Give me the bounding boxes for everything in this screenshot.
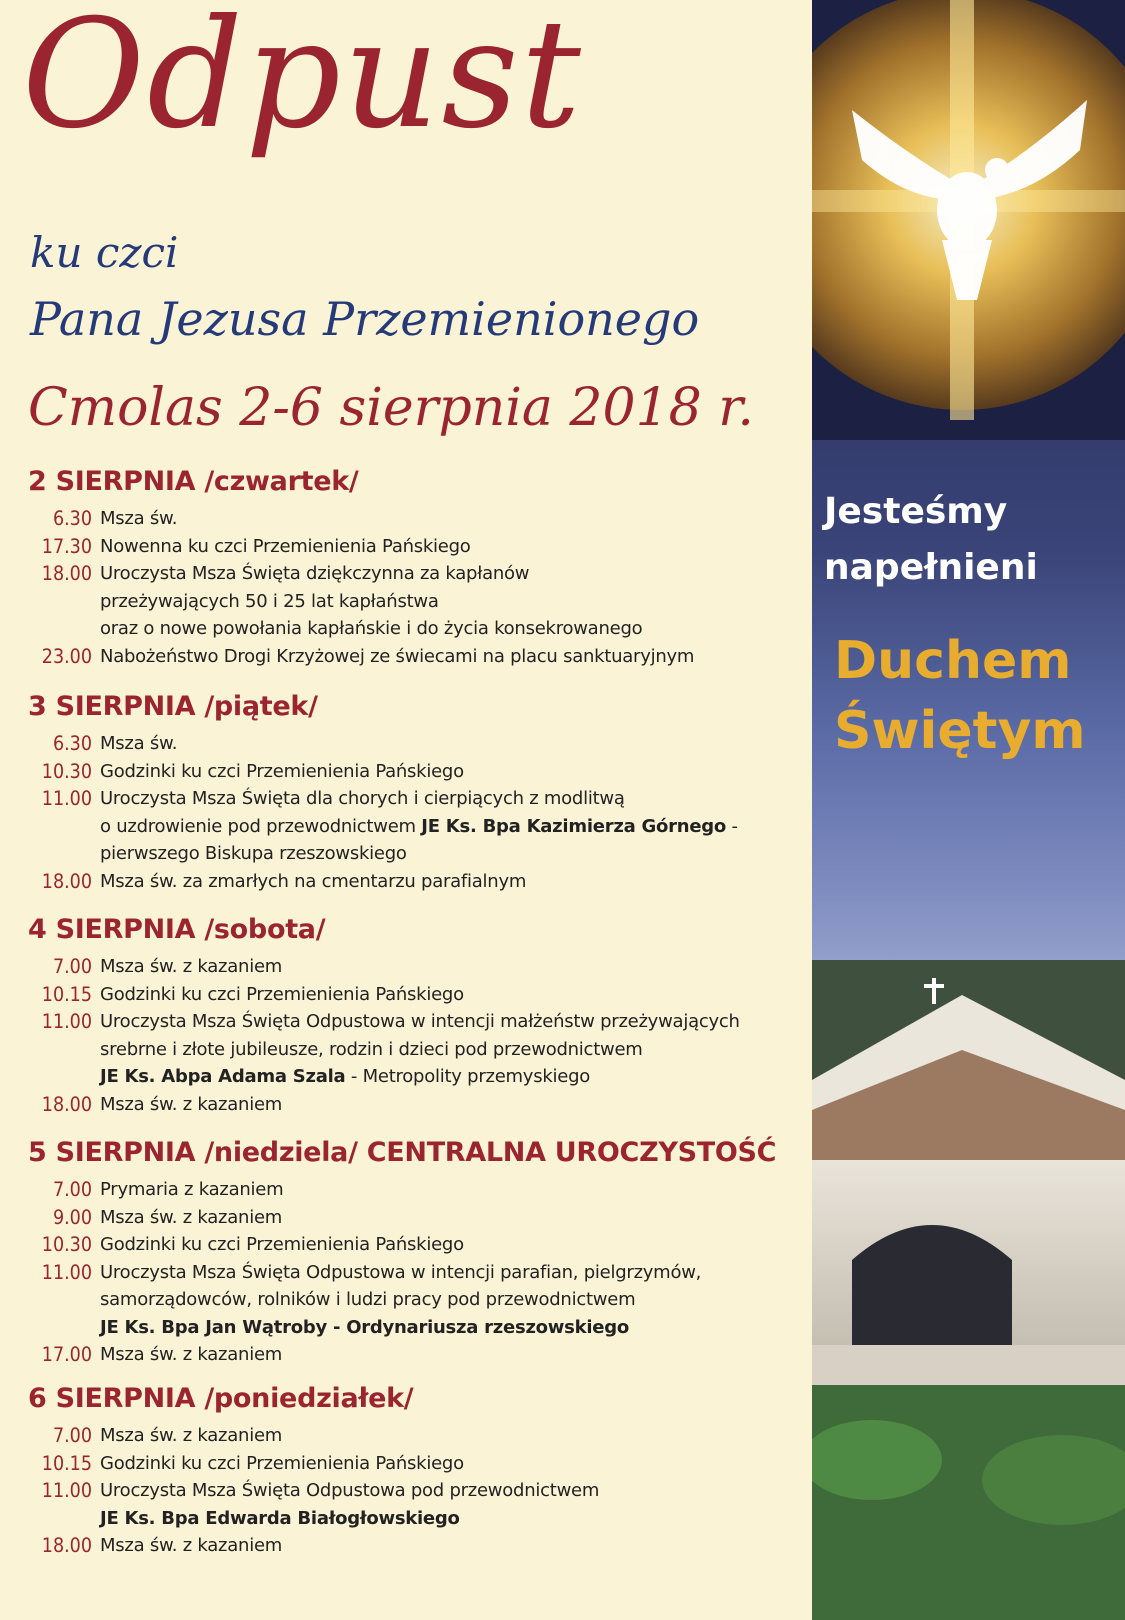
entry-description — [100, 730, 808, 758]
schedule-entry — [28, 1532, 808, 1560]
entry-line: Msza św. z kazaniem — [100, 956, 283, 977]
entry-line: Msza św. — [100, 733, 178, 754]
entry-line: Uroczysta Msza Święta dziękczynna za kapłanów — [100, 563, 530, 584]
poster-title: Odpust — [22, 0, 583, 162]
schedule-entry — [28, 785, 808, 868]
entry-line: Godzinki ku czci Przemienienia Pańskiego — [100, 1452, 464, 1474]
entry-line: oraz o nowe powołania kapłańskie i do życia konsekrowanego — [100, 618, 643, 639]
slogan-line-3: Duchem — [834, 631, 1072, 691]
schedule-entry — [28, 1422, 808, 1450]
slogan-line-2: napełnieni — [824, 547, 1038, 588]
entry-description — [100, 868, 808, 896]
celebrant-name: JE Ks. Bpa Kazimierza Górnego — [421, 815, 727, 837]
entry-description — [100, 953, 808, 981]
subtitle-dedication: ku czci — [30, 228, 179, 277]
schedule-entry — [28, 1008, 808, 1091]
celebrant-name: JE Ks. Bpa Jan Wątroby - Ordynariusza rzeszowskiego — [100, 1316, 629, 1338]
entry-line: Uroczysta Msza Święta Odpustowa pod przewodnictwem — [100, 1480, 600, 1501]
entry-description — [100, 505, 808, 533]
schedule-entry — [28, 1477, 808, 1532]
entry-time: 10.15 — [41, 1451, 92, 1475]
entry-line: przeżywających 50 i 25 lat kapłaństwa — [100, 590, 439, 612]
schedule-entry — [28, 1204, 808, 1232]
entry-description — [100, 1091, 808, 1119]
entry-line: Msza św. — [100, 508, 178, 529]
entry-line: Msza św. z kazaniem — [100, 1425, 283, 1446]
celebrant-name: JE Ks. Bpa Edwarda Białogłowskiego — [100, 1507, 460, 1529]
entry-time: 11.00 — [41, 1010, 92, 1033]
entry-time: 18.00 — [41, 1092, 92, 1116]
entry-time: 23.00 — [41, 644, 92, 668]
entry-description — [100, 1341, 808, 1369]
entry-time: 18.00 — [41, 1534, 92, 1557]
entry-time: 17.30 — [41, 534, 92, 558]
illustration-panel — [812, 0, 1125, 1620]
entry-line: Msza św. z kazaniem — [100, 1535, 283, 1556]
entry-time: 10.30 — [41, 1233, 92, 1256]
entry-description — [100, 1176, 808, 1204]
day-heading: 2 SIERPNIA /czwartek/ — [28, 466, 359, 497]
schedule-entry — [28, 505, 808, 533]
entry-time: 18.00 — [41, 869, 92, 893]
entry-time: 7.00 — [52, 1424, 92, 1447]
schedule — [28, 466, 808, 1560]
entry-description — [100, 643, 808, 671]
day-section — [28, 914, 808, 1137]
celebrant-name: JE Ks. Abpa Adama Szala — [100, 1066, 346, 1087]
entry-line: Uroczysta Msza Święta Odpustowa w intencji parafian, pielgrzymów, — [100, 1261, 702, 1283]
entry-line: Prymaria z kazaniem — [100, 1179, 284, 1200]
entry-description — [100, 1422, 808, 1450]
entry-line — [100, 1314, 808, 1342]
slogan-gold — [834, 626, 1125, 766]
entry-time: 17.00 — [41, 1343, 92, 1366]
entry-line: pierwszego Biskupa rzeszowskiego — [100, 843, 407, 864]
schedule-entry — [28, 1231, 808, 1259]
schedule-entry — [28, 758, 808, 786]
schedule-entry — [28, 730, 808, 758]
entry-line: Msza św. z kazaniem — [100, 1344, 283, 1365]
entry-time: 10.15 — [41, 982, 92, 1006]
schedule-entry — [28, 981, 808, 1009]
slogan-line-4: Świętym — [834, 701, 1086, 761]
day-heading: 6 SIERPNIA /poniedziałek/ — [28, 1383, 414, 1414]
entry-line: Nabożeństwo Drogi Krzyżowej ze świecami na placu sanktuaryjnym — [100, 645, 695, 667]
schedule-entry — [28, 868, 808, 896]
entry-line: Uroczysta Msza Święta Odpustowa w intencji małżeństw przeżywających — [100, 1011, 740, 1032]
day-section — [28, 1137, 808, 1383]
entry-description — [100, 1204, 808, 1232]
entry-time: 18.00 — [41, 562, 92, 585]
day-heading: 3 SIERPNIA /piątek/ — [28, 691, 318, 722]
entry-time: 11.00 — [41, 787, 92, 810]
schedule-entry — [28, 1176, 808, 1204]
entry-description — [100, 533, 808, 561]
entry-description — [100, 758, 808, 786]
entry-line: Nowenna ku czci Przemienienia Pańskiego — [100, 535, 471, 557]
dove-halo-illustration — [812, 0, 1125, 1620]
schedule-entry — [28, 1450, 808, 1478]
entry-description — [100, 560, 808, 643]
entry-line: JE Ks. Abpa Adama Szala - Metropolity przemyskiego — [100, 1066, 591, 1087]
entry-description — [100, 1259, 808, 1342]
entry-time: 7.00 — [52, 1178, 92, 1201]
entry-line: Msza św. za zmarłych na cmentarzu parafialnym — [100, 870, 527, 892]
schedule-entry — [28, 560, 808, 643]
entry-description — [100, 1008, 808, 1091]
entry-description — [100, 1477, 808, 1532]
entry-description — [100, 1532, 808, 1560]
entry-line: Msza św. z kazaniem — [100, 1206, 283, 1228]
schedule-entry — [28, 953, 808, 981]
entry-time: 11.00 — [41, 1479, 92, 1502]
entry-description — [100, 1231, 808, 1259]
entry-line: Msza św. z kazaniem — [100, 1093, 283, 1115]
entry-description — [100, 785, 808, 868]
entry-time: 10.30 — [41, 759, 92, 783]
schedule-entry — [28, 643, 808, 671]
slogan-line-1: Jesteśmy — [824, 491, 1008, 532]
entry-description — [100, 981, 808, 1009]
day-section — [28, 691, 808, 914]
entry-time: 7.00 — [52, 955, 92, 978]
entry-time: 6.30 — [52, 732, 92, 755]
entry-line: Godzinki ku czci Przemienienia Pańskiego — [100, 1234, 464, 1255]
slogan-white — [824, 484, 1124, 596]
day-section — [28, 1383, 808, 1560]
entry-time: 6.30 — [52, 507, 92, 530]
entry-line: Godzinki ku czci Przemienienia Pańskiego — [100, 983, 464, 1005]
entry-line: srebrne i złote jubileusze, rodzin i dzieci pod przewodnictwem — [100, 1038, 643, 1060]
schedule-entry — [28, 533, 808, 561]
entry-line: samorządowców, rolników i ludzi pracy pod przewodnictwem — [100, 1289, 636, 1310]
schedule-entry — [28, 1259, 808, 1342]
day-section — [28, 466, 808, 691]
entry-time: 11.00 — [41, 1260, 92, 1284]
entry-time: 9.00 — [52, 1205, 92, 1229]
subtitle-name: Pana Jezusa Przemienionego — [30, 292, 700, 346]
schedule-entry — [28, 1091, 808, 1119]
entry-line: Uroczysta Msza Święta dla chorych i cierpiących z modlitwą — [100, 788, 625, 809]
day-heading: 4 SIERPNIA /sobota/ — [28, 914, 326, 945]
entry-line: Godzinki ku czci Przemienienia Pańskiego — [100, 760, 464, 782]
entry-line: o uzdrowienie pod przewodnictwem JE Ks. Bpa Kazimierza Górnego - — [100, 815, 738, 837]
day-heading: 5 SIERPNIA /niedziela/ CENTRALNA UROCZYSTOŚĆ — [28, 1137, 777, 1168]
place-and-date: Cmolas 2-6 sierpnia 2018 r. — [28, 378, 754, 438]
schedule-entry — [28, 1341, 808, 1369]
entry-description — [100, 1450, 808, 1478]
entry-line — [100, 1505, 808, 1533]
